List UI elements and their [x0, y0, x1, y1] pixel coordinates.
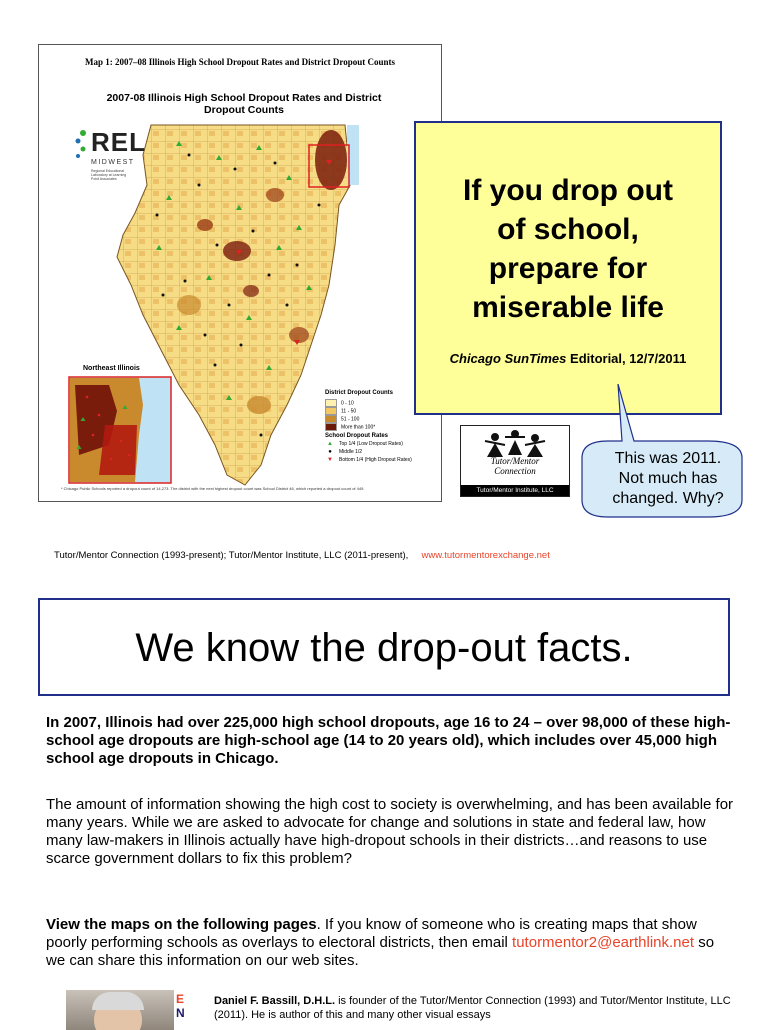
editorial-quote-box — [414, 121, 722, 415]
legend-item: 51 - 100 — [325, 415, 437, 423]
map-caption: Map 1: 2007–08 Illinois High School Dropout Rates and District Dropout Counts — [85, 57, 395, 67]
legend-item: More than 100* — [325, 423, 437, 431]
rel-midwest-logo — [73, 127, 153, 185]
legend-counts-title: District Dropout Counts — [325, 390, 393, 396]
triangle-down-icon: ▼ — [327, 457, 333, 463]
tm-logo-bar: Tutor/Mentor Institute, LLC — [461, 485, 569, 496]
page-heading: We know the drop-out facts. — [135, 626, 633, 670]
credit-text: Tutor/Mentor Connection (1993-present); Tutor/Mentor Institute, LLC (2011-present), — [54, 550, 409, 561]
legend-item: 11 - 50 — [325, 407, 437, 415]
quote-headline: If you drop out of school, prepare for miserable life — [463, 174, 673, 324]
website-link[interactable]: www.tutormentorexchange.net — [421, 550, 550, 561]
rel-logo-text: REL — [91, 127, 146, 157]
callout-text: This was 2011. Not much has changed. Why? — [612, 450, 724, 507]
rel-logo-tagline: Regional Educational Laboratory at Learning Point Associates — [91, 169, 127, 181]
maps-paragraph: View the maps on the following pages. If you know of someone who is creating maps that show poorly performing schools as overlays to electoral districts, then email tutormentor2@earthlink.net so we can share this information on our web sites. — [46, 916, 715, 969]
dropout-map-figure — [38, 44, 442, 502]
rel-logo-subtext: MIDWEST — [91, 159, 135, 166]
facts-heading-box — [38, 598, 730, 696]
email-link[interactable]: tutormentor2@earthlink.net — [512, 934, 695, 951]
author-bio: Daniel F. Bassill, D.H.L. is founder of the Tutor/Mentor Connection (1993) and Tutor/Mentor Institute, LLC (2011). He is author of this and many other visual essays — [214, 995, 731, 1021]
credit-line — [54, 550, 550, 561]
tutor-mentor-logo — [460, 425, 570, 497]
triangle-up-icon: ▲ — [327, 441, 333, 447]
map-title: 2007-08 Illinois High School Dropout Rates and District Dropout Counts — [106, 92, 382, 116]
tm-logo-name: Tutor/Mentor Connection — [490, 456, 540, 476]
cost-paragraph: The amount of information showing the high cost to society is overwhelming, and has been available for many years. While we are asked to advocate for change and solutions in state and federal law, how many law-makers in Illinois actually have high-dropout schools in their districts…and reasons to use scarce government dollars to fix this problem? — [46, 796, 734, 867]
map-footnote: * Chicago Public Schools reported a dropout count of 14,273. The district with the next highest dropout count was School District 46, which reported a dropout count of 449. — [61, 486, 365, 491]
author-photo — [66, 990, 174, 1030]
legend-item: 0 - 10 — [325, 399, 437, 407]
dropout-stats-paragraph: In 2007, Illinois had over 225,000 high school dropouts, age 16 to 24 – over 98,000 of these high-school age dropouts are high-school age (14 to 20 years old), which includes over 45,000 high school age dropouts in Chicago. — [46, 714, 731, 767]
legend-item: ▲ Top 1/4 (Low Dropout Rates) — [325, 441, 437, 449]
dot-icon: ● — [328, 449, 332, 455]
legend-item: ▼ Bottom 1/4 (High Dropout Rates) — [325, 457, 437, 465]
inset-label: Northeast Illinois — [83, 365, 140, 372]
people-figures-icon — [483, 429, 547, 459]
legend-rates-title: School Dropout Rates — [325, 432, 389, 439]
quote-source: Chicago SunTimes Editorial, 12/7/2011 — [449, 351, 687, 366]
side-letters: E N — [176, 992, 185, 1020]
rel-dots-icon — [73, 129, 89, 159]
legend-item: ● Middle 1/2 — [325, 449, 437, 457]
